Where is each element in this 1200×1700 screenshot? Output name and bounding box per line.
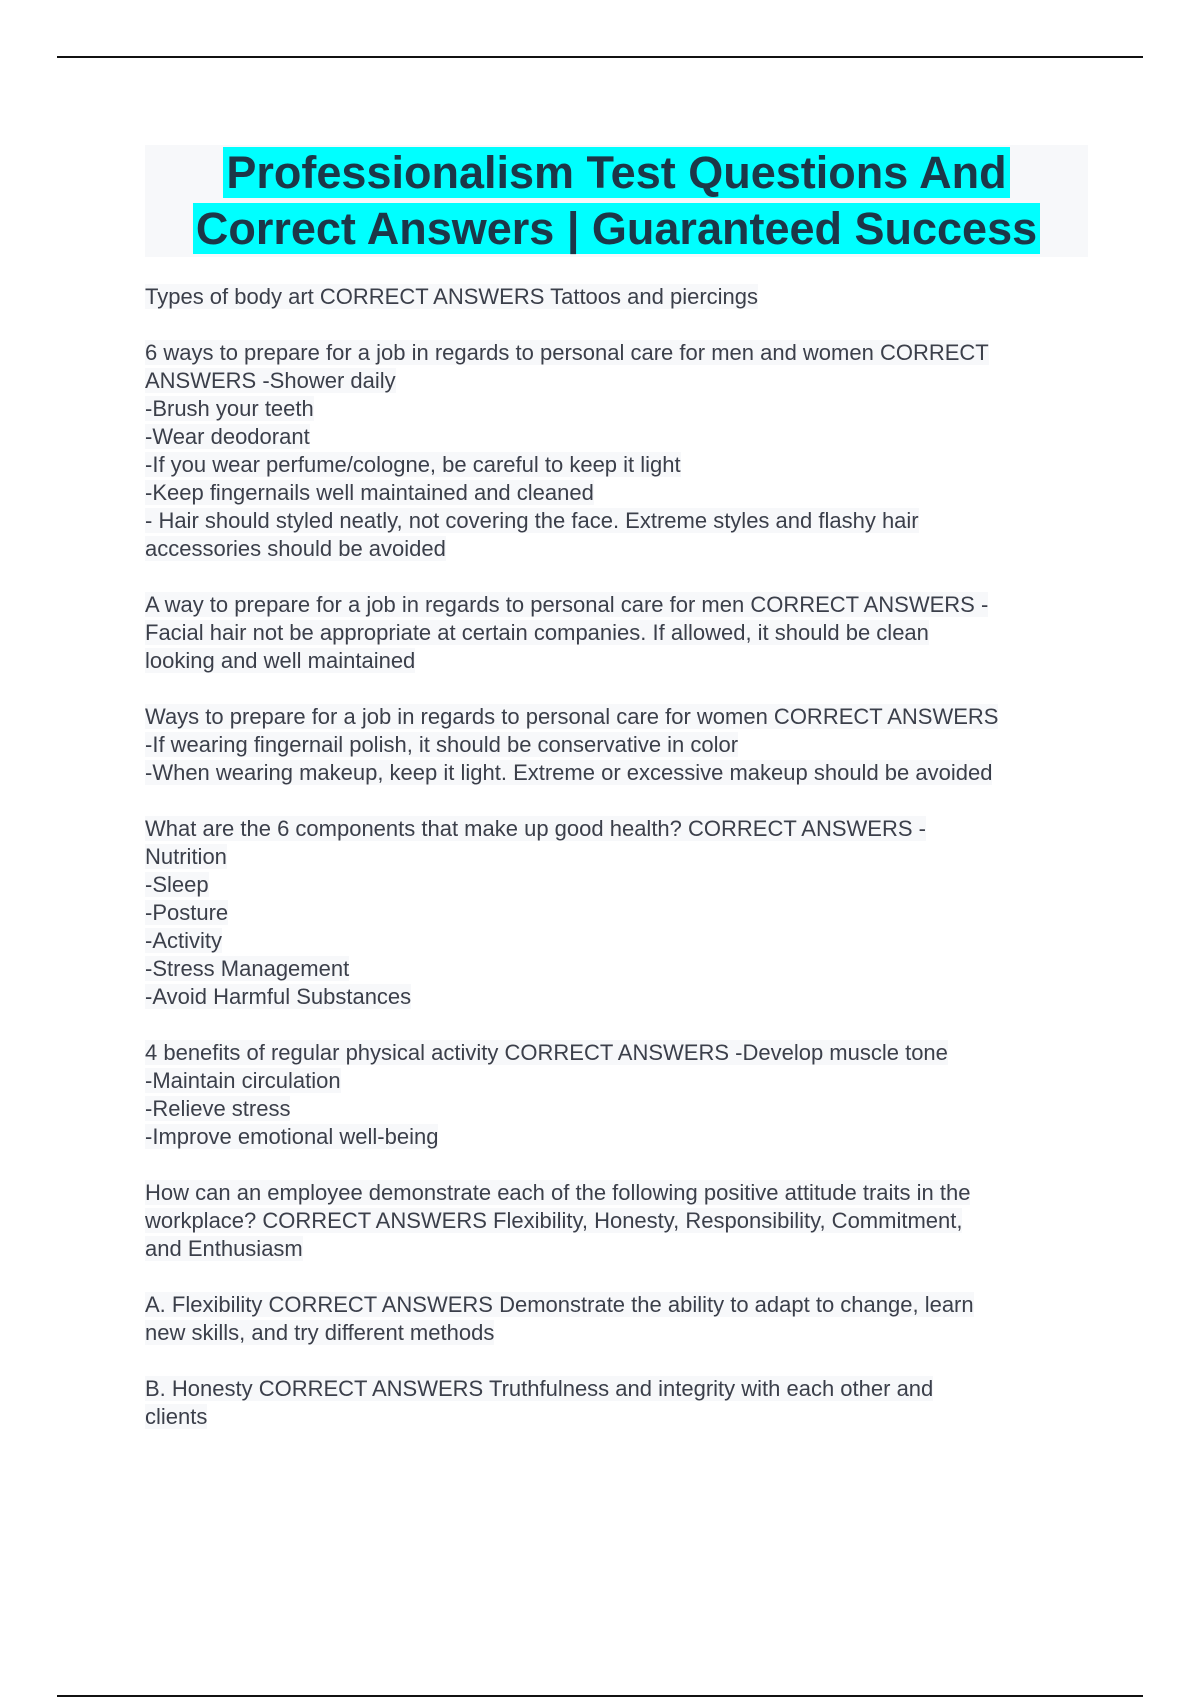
qa-line-text: -If wearing fingernail polish, it should be conservative in color bbox=[145, 732, 739, 757]
qa-line-text: workplace? CORRECT ANSWERS Flexibility, Honesty, Responsibility, Commitment, bbox=[145, 1208, 963, 1233]
qa-line bbox=[145, 507, 1095, 535]
qa-line-text: -Sleep bbox=[145, 872, 209, 897]
qa-line-text: Types of body art CORRECT ANSWERS Tattoos and piercings bbox=[145, 284, 759, 309]
qa-block bbox=[145, 591, 1095, 675]
qa-line-text: Facial hair not be appropriate at certain companies. If allowed, it should be clean bbox=[145, 620, 929, 645]
qa-line bbox=[145, 1319, 1095, 1347]
qa-block bbox=[145, 703, 1095, 787]
qa-line bbox=[145, 1039, 1095, 1067]
qa-line-text: -Keep fingernails well maintained and cleaned bbox=[145, 480, 594, 505]
qa-line-text: -Stress Management bbox=[145, 956, 350, 981]
page-title bbox=[145, 145, 1088, 257]
qa-line-text: -When wearing makeup, keep it light. Extreme or excessive makeup should be avoided bbox=[145, 760, 993, 785]
qa-line-text: B. Honesty CORRECT ANSWERS Truthfulness and integrity with each other and bbox=[145, 1376, 934, 1401]
qa-line bbox=[145, 731, 1095, 759]
qa-line bbox=[145, 1375, 1095, 1403]
qa-line bbox=[145, 591, 1095, 619]
qa-block bbox=[145, 339, 1095, 563]
qa-line-text: -Relieve stress bbox=[145, 1096, 291, 1121]
qa-line bbox=[145, 1207, 1095, 1235]
qa-line bbox=[145, 871, 1095, 899]
qa-line bbox=[145, 983, 1095, 1011]
qa-block bbox=[145, 815, 1095, 1011]
qa-line bbox=[145, 367, 1095, 395]
qa-line bbox=[145, 647, 1095, 675]
qa-line bbox=[145, 1179, 1095, 1207]
qa-line bbox=[145, 283, 1095, 311]
qa-block bbox=[145, 1291, 1095, 1347]
qa-line-text: What are the 6 components that make up good health? CORRECT ANSWERS - bbox=[145, 816, 926, 841]
qa-line-text: A. Flexibility CORRECT ANSWERS Demonstrate the ability to adapt to change, learn bbox=[145, 1292, 974, 1317]
qa-line-text: -Improve emotional well-being bbox=[145, 1124, 439, 1149]
qa-block bbox=[145, 1039, 1095, 1151]
qa-line-text: 6 ways to prepare for a job in regards to personal care for men and women CORRECT bbox=[145, 340, 989, 365]
qa-line bbox=[145, 1235, 1095, 1263]
qa-line bbox=[145, 1067, 1095, 1095]
qa-line-text: -Brush your teeth bbox=[145, 396, 314, 421]
qa-line-text: -Wear deodorant bbox=[145, 424, 310, 449]
qa-block bbox=[145, 1179, 1095, 1263]
qa-line-text: looking and well maintained bbox=[145, 648, 416, 673]
qa-line bbox=[145, 395, 1095, 423]
qa-line bbox=[145, 703, 1095, 731]
top-rule bbox=[57, 56, 1143, 58]
qa-line bbox=[145, 899, 1095, 927]
qa-line-text: How can an employee demonstrate each of the following positive attitude traits in the bbox=[145, 1180, 971, 1205]
qa-line-text: -Posture bbox=[145, 900, 229, 925]
qa-line-text: -Maintain circulation bbox=[145, 1068, 341, 1093]
qa-line bbox=[145, 1291, 1095, 1319]
bottom-rule bbox=[57, 1695, 1143, 1697]
qa-line bbox=[145, 619, 1095, 647]
qa-line bbox=[145, 479, 1095, 507]
title-line-2: Correct Answers | Guaranteed Success bbox=[193, 203, 1040, 254]
qa-line bbox=[145, 1123, 1095, 1151]
qa-line bbox=[145, 1403, 1095, 1431]
qa-line-text: -Activity bbox=[145, 928, 222, 953]
qa-line bbox=[145, 759, 1095, 787]
title-block bbox=[145, 145, 1088, 257]
qa-line bbox=[145, 955, 1095, 983]
qa-line-text: Nutrition bbox=[145, 844, 227, 869]
qa-line-text: ANSWERS -Shower daily bbox=[145, 368, 396, 393]
qa-line-text: - Hair should styled neatly, not covering the face. Extreme styles and flashy hair bbox=[145, 508, 919, 533]
qa-line bbox=[145, 843, 1095, 871]
qa-line-text: new skills, and try different methods bbox=[145, 1320, 495, 1345]
qa-line-text: clients bbox=[145, 1404, 208, 1429]
qa-line bbox=[145, 423, 1095, 451]
document-body bbox=[145, 283, 1095, 1459]
qa-line-text: -If you wear perfume/cologne, be careful to keep it light bbox=[145, 452, 681, 477]
qa-line bbox=[145, 1095, 1095, 1123]
qa-line bbox=[145, 815, 1095, 843]
qa-line-text: -Avoid Harmful Substances bbox=[145, 984, 412, 1009]
qa-line-text: accessories should be avoided bbox=[145, 536, 446, 561]
qa-block bbox=[145, 283, 1095, 311]
qa-line bbox=[145, 927, 1095, 955]
qa-line bbox=[145, 451, 1095, 479]
title-line-1: Professionalism Test Questions And bbox=[223, 147, 1009, 198]
qa-line-text: and Enthusiasm bbox=[145, 1236, 303, 1261]
qa-line bbox=[145, 535, 1095, 563]
qa-line-text: 4 benefits of regular physical activity CORRECT ANSWERS -Develop muscle tone bbox=[145, 1040, 948, 1065]
qa-block bbox=[145, 1375, 1095, 1431]
qa-line-text: A way to prepare for a job in regards to personal care for men CORRECT ANSWERS - bbox=[145, 592, 989, 617]
qa-line-text: Ways to prepare for a job in regards to personal care for women CORRECT ANSWERS bbox=[145, 704, 999, 729]
qa-line bbox=[145, 339, 1095, 367]
